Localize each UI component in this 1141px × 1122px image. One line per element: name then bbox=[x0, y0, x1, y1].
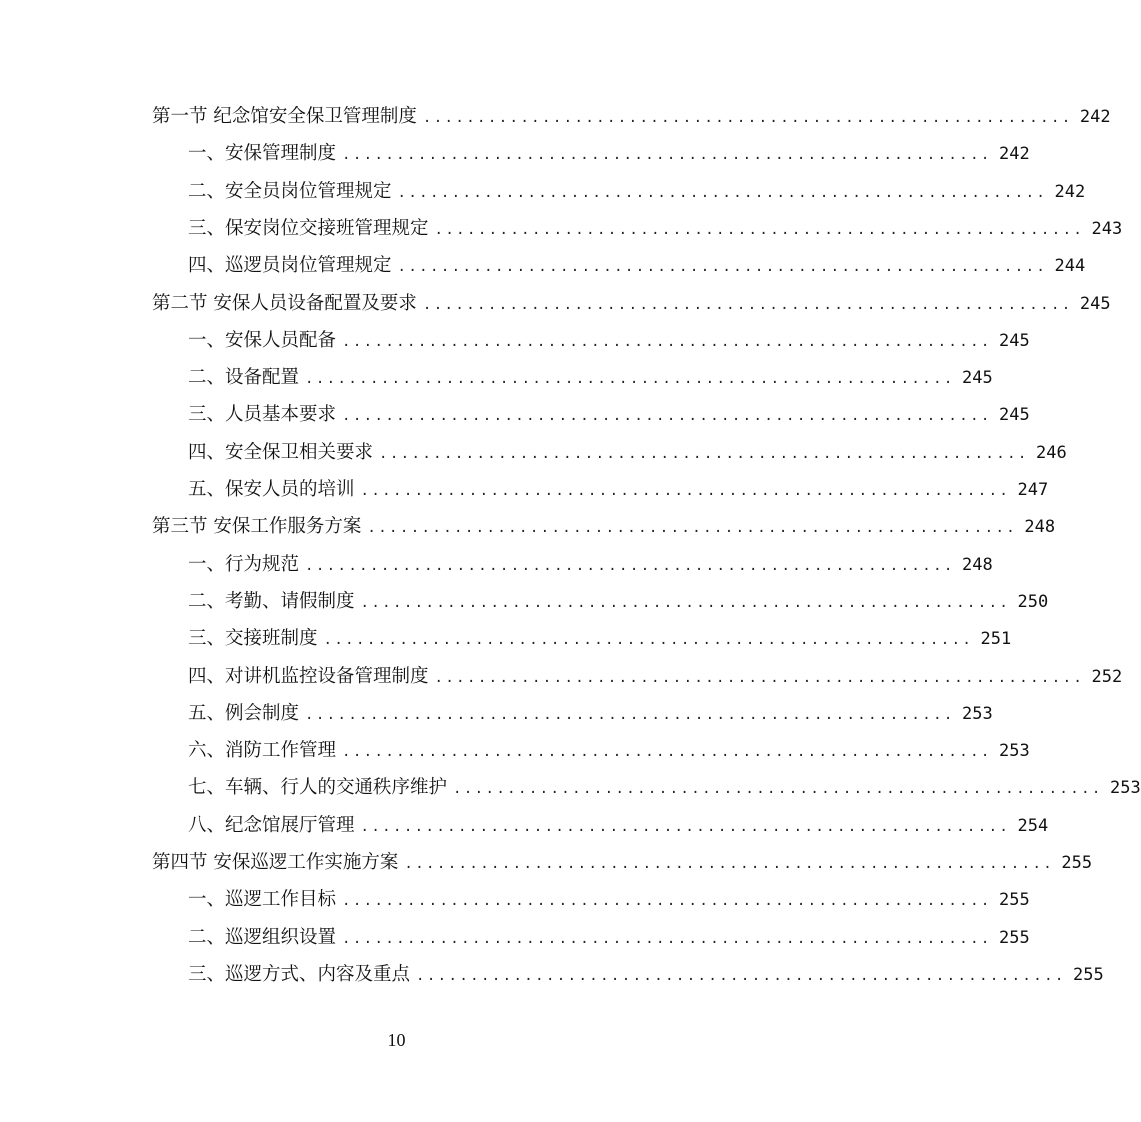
dot-leader: ............................................................ bbox=[379, 445, 1029, 462]
toc-subsection-entry[interactable] bbox=[188, 923, 1030, 953]
toc-entry-page: 250 bbox=[1017, 591, 1049, 612]
toc-entry-title: 二、安全员岗位管理规定 bbox=[188, 180, 392, 202]
toc-subsection-entry[interactable] bbox=[188, 699, 993, 729]
toc-entry-page: 255 bbox=[999, 890, 1030, 911]
dot-leader: ............................................................ bbox=[342, 930, 992, 947]
toc-entry-page: 255 bbox=[1073, 964, 1104, 985]
dot-leader: ............................................................ bbox=[360, 483, 1011, 499]
toc-entry-title: 一、安保人员配备 bbox=[188, 329, 337, 351]
toc-entry-page: 253 bbox=[962, 703, 993, 724]
toc-entry-title: 一、安保管理制度 bbox=[188, 143, 337, 165]
toc-subsection-entry[interactable] bbox=[188, 214, 1123, 244]
toc-entry-page: 242 bbox=[999, 144, 1030, 165]
toc-entry-page: 252 bbox=[1091, 666, 1123, 687]
toc-entry-title: 五、保安人员的培训 bbox=[188, 479, 355, 500]
toc-entry-page: 253 bbox=[1110, 778, 1141, 799]
toc-entry-page: 243 bbox=[1091, 218, 1123, 239]
dot-leader: ............................................................ bbox=[422, 296, 1073, 313]
toc-entry-title: 四、安全保卫相关要求 bbox=[188, 441, 374, 463]
toc-entry-title: 第三节 安保工作服务方案 bbox=[152, 516, 362, 538]
toc-subsection-entry[interactable] bbox=[188, 251, 1086, 281]
toc-entry-title: 一、行为规范 bbox=[188, 553, 300, 575]
toc-entry-page: 242 bbox=[1054, 181, 1086, 202]
toc-entry-page: 245 bbox=[999, 405, 1030, 426]
toc-entry-title: 四、巡逻员岗位管理规定 bbox=[188, 255, 392, 277]
toc-entry-page: 255 bbox=[999, 927, 1030, 948]
toc-subsection-entry[interactable] bbox=[188, 736, 1030, 766]
toc-subsection-entry[interactable] bbox=[188, 960, 1104, 990]
toc-entry-page: 246 bbox=[1036, 442, 1067, 463]
dot-leader: ............................................................ bbox=[367, 520, 1018, 537]
toc-subsection-entry[interactable] bbox=[188, 438, 1067, 468]
dot-leader: ............................................................ bbox=[453, 781, 1103, 798]
toc-entry-title: 六、消防工作管理 bbox=[188, 740, 337, 762]
toc-entry-page: 254 bbox=[1017, 815, 1049, 836]
toc-entry-title: 二、巡逻组织设置 bbox=[188, 926, 337, 948]
toc-entry-title: 三、巡逻方式、内容及重点 bbox=[188, 963, 411, 985]
toc-entry-page: 253 bbox=[999, 741, 1030, 762]
toc-subsection-entry[interactable] bbox=[188, 550, 993, 580]
dot-leader: ............................................................ bbox=[397, 259, 1048, 276]
dot-leader: ............................................................ bbox=[342, 408, 992, 425]
toc-entry-title: 第二节 安保人员设备配置及要求 bbox=[152, 292, 417, 314]
toc-subsection-entry[interactable] bbox=[188, 475, 1049, 505]
toc-section-entry[interactable] bbox=[152, 512, 1056, 542]
toc-subsection-entry[interactable] bbox=[188, 662, 1123, 692]
toc-subsection-entry[interactable] bbox=[188, 326, 1030, 356]
toc-entry-title: 五、例会制度 bbox=[188, 702, 300, 724]
toc-entry-title: 七、车辆、行人的交通秩序维护 bbox=[188, 777, 448, 799]
dot-leader: ............................................................ bbox=[342, 147, 992, 164]
toc-entry-title: 三、人员基本要求 bbox=[188, 404, 337, 426]
toc-entry-title: 二、考勤、请假制度 bbox=[188, 590, 355, 612]
toc-entry-page: 244 bbox=[1054, 256, 1086, 277]
toc-subsection-entry[interactable] bbox=[188, 139, 1030, 169]
dot-leader: ............................................................ bbox=[323, 632, 974, 649]
dot-leader: ............................................................ bbox=[360, 818, 1011, 835]
toc-entry-page: 248 bbox=[1024, 517, 1056, 538]
toc-entry-page: 245 bbox=[962, 368, 993, 389]
toc-subsection-entry[interactable] bbox=[188, 400, 1030, 430]
toc-entry-title: 八、纪念馆展厅管理 bbox=[188, 814, 355, 836]
toc-entry-page: 245 bbox=[999, 330, 1030, 351]
dot-leader: ............................................................ bbox=[342, 333, 992, 350]
dot-leader: ............................................................ bbox=[342, 744, 992, 761]
page-number: 10 bbox=[387, 1030, 406, 1050]
dot-leader: ............................................................ bbox=[360, 594, 1011, 611]
toc-entry-title: 第一节 纪念馆安全保卫管理制度 bbox=[152, 106, 417, 127]
toc-subsection-entry[interactable] bbox=[188, 773, 1141, 803]
toc-section-entry[interactable] bbox=[152, 848, 1093, 878]
toc-entry-page: 245 bbox=[1079, 293, 1111, 314]
toc-entry-title: 第四节 安保巡逻工作实施方案 bbox=[152, 852, 399, 873]
dot-leader: ............................................................ bbox=[305, 371, 955, 388]
dot-leader: ............................................................ bbox=[305, 706, 955, 723]
toc-entry-title: 四、对讲机监控设备管理制度 bbox=[188, 665, 429, 687]
toc-subsection-entry[interactable] bbox=[188, 885, 1030, 915]
dot-leader: ............................................................ bbox=[416, 967, 1066, 984]
toc-entry-page: 248 bbox=[962, 554, 993, 575]
dot-leader: ............................................................ bbox=[422, 110, 1073, 126]
dot-leader: ............................................................ bbox=[434, 221, 1085, 238]
toc-subsection-entry[interactable] bbox=[188, 363, 993, 393]
toc-subsection-entry[interactable] bbox=[188, 624, 1012, 654]
dot-leader: ............................................................ bbox=[342, 893, 992, 910]
dot-leader: ............................................................ bbox=[404, 856, 1055, 872]
toc-entry-page: 247 bbox=[1017, 480, 1049, 500]
toc-entry-page: 255 bbox=[1061, 853, 1093, 873]
toc-entry-title: 三、保安岗位交接班管理规定 bbox=[188, 217, 429, 239]
toc-section-entry[interactable] bbox=[152, 289, 1111, 319]
toc-entry-page: 251 bbox=[980, 629, 1012, 650]
dot-leader: ............................................................ bbox=[305, 557, 955, 574]
toc-entry-page: 242 bbox=[1079, 107, 1111, 127]
dot-leader: ............................................................ bbox=[397, 184, 1048, 201]
dot-leader: ............................................................ bbox=[434, 669, 1085, 686]
toc-entry-title: 二、设备配置 bbox=[188, 367, 300, 389]
toc-entry-title: 三、交接班制度 bbox=[188, 628, 318, 650]
toc-section-entry[interactable] bbox=[152, 102, 1111, 132]
toc-subsection-entry[interactable] bbox=[188, 811, 1049, 841]
toc-subsection-entry[interactable] bbox=[188, 587, 1049, 617]
toc-subsection-entry[interactable] bbox=[188, 177, 1086, 207]
toc-entry-title: 一、巡逻工作目标 bbox=[188, 889, 337, 911]
